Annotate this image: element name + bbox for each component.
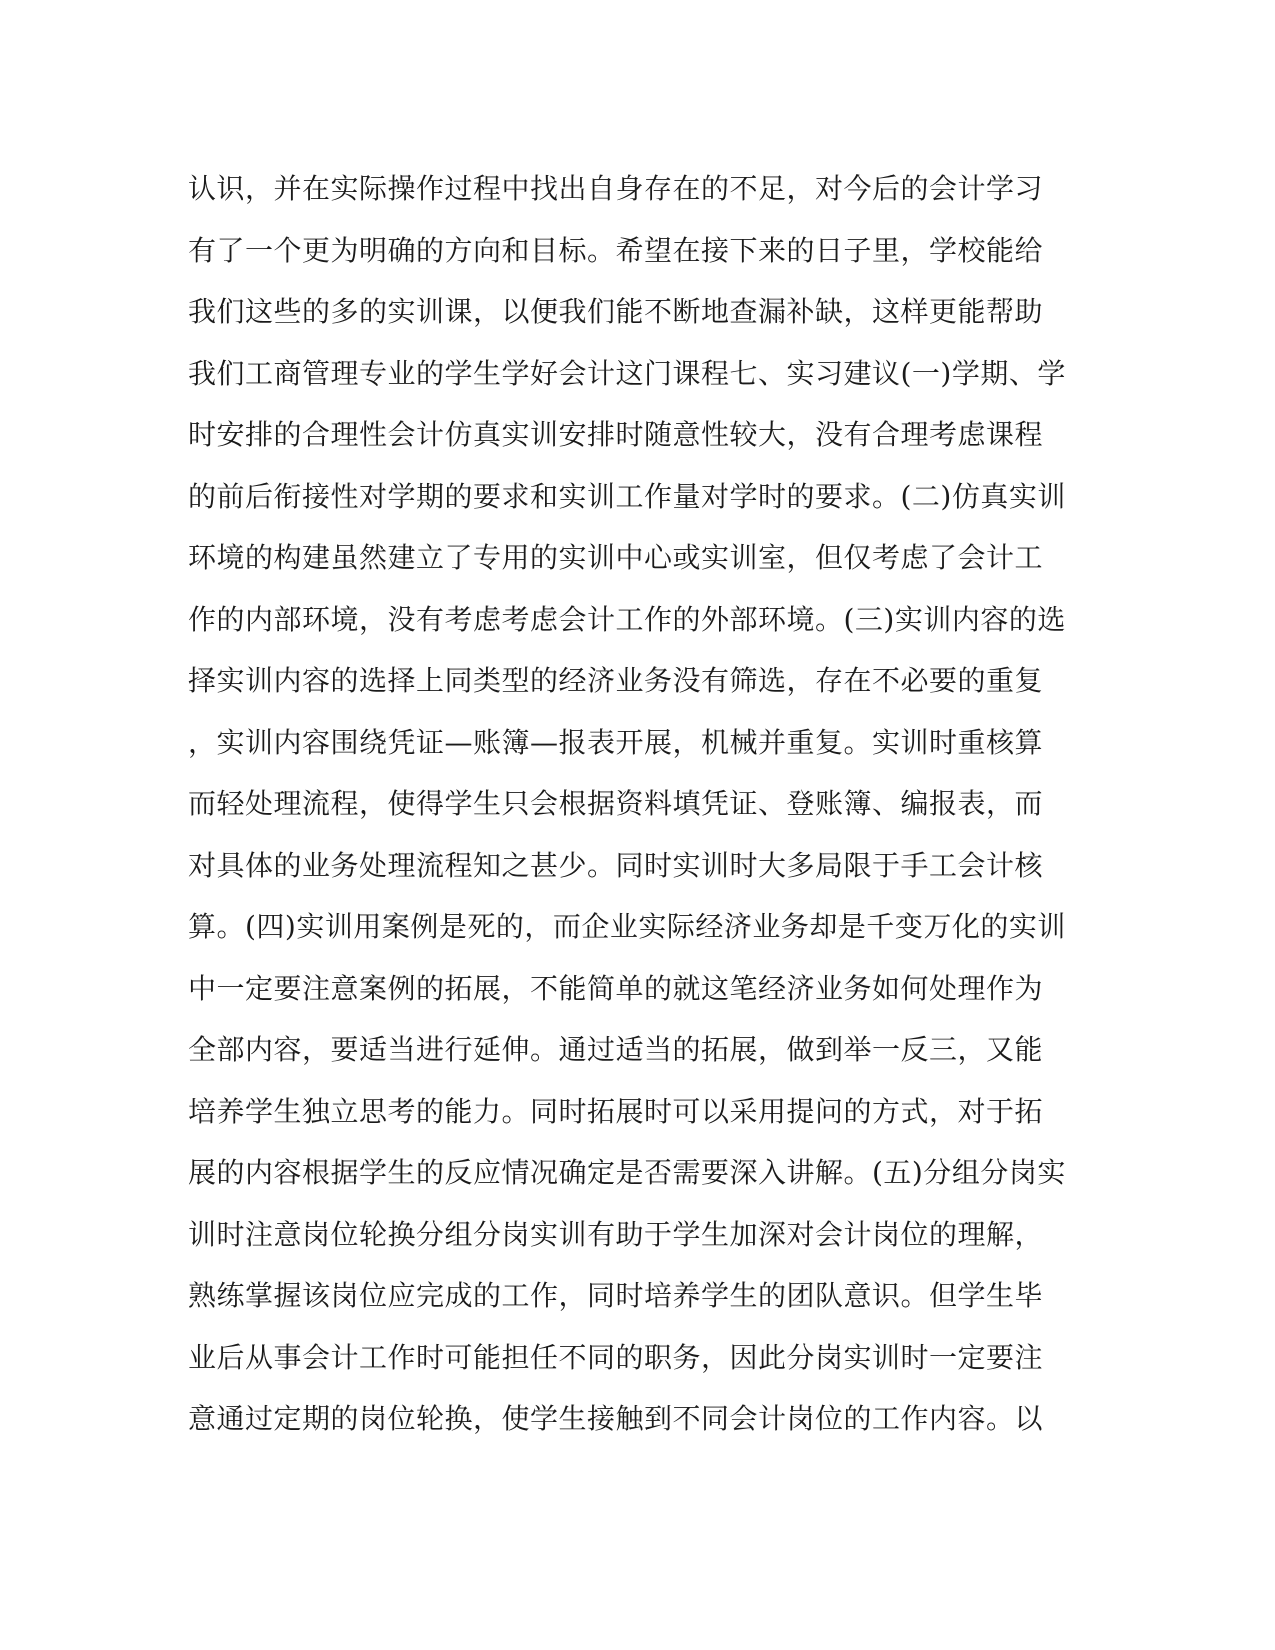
text-line: 算。(四)实训用案例是死的，而企业实际经济业务却是千变万化的实训 (188, 910, 1066, 943)
text-line: 我们这些的多的实训课，以便我们能不断地查漏补缺，这样更能帮助 (188, 295, 1044, 328)
text-line: 对具体的业务处理流程知之甚少。同时实训时大多局限于手工会计核 (188, 848, 1044, 882)
text-line: 培养学生独立思考的能力。同时拓展时可以采用提问的方式，对于拓 (188, 1094, 1044, 1128)
text-line: 环境的构建虽然建立了专用的实训中心或实训室，但仅考虑了会计工 (188, 541, 1044, 574)
text-line: 有了一个更为明确的方向和目标。希望在接下来的日子里，学校能给 (188, 233, 1044, 267)
text-line: 全部内容，要适当进行延伸。通过适当的拓展，做到举一反三，又能 (188, 1033, 1044, 1066)
text-line: 业后从事会计工作时可能担任不同的职务，因此分岗实训时一定要注 (188, 1340, 1044, 1374)
text-line: 中一定要注意案例的拓展，不能简单的就这笔经济业务如何处理作为 (188, 971, 1044, 1005)
body-text (188, 158, 1088, 1450)
text-line: 展的内容根据学生的反应情况确定是否需要深入讲解。(五)分组分岗实 (188, 1156, 1066, 1189)
text-line: 而轻处理流程，使得学生只会根据资料填凭证、登账簿、编报表，而 (188, 787, 1044, 820)
text-line: 训时注意岗位轮换分组分岗实训有助于学生加深对会计岗位的理解， (188, 1217, 1044, 1251)
text-line: 我们工商管理专业的学生学好会计这门课程七、实习建议(一)学期、学 (188, 356, 1066, 390)
text-line: 认识，并在实际操作过程中找出自身存在的不足，对今后的会计学习 (188, 172, 1044, 205)
text-line: ，实训内容围绕凭证—账簿—报表开展，机械并重复。实训时重核算 (188, 725, 1044, 759)
text-line: 意通过定期的岗位轮换，使学生接触到不同会计岗位的工作内容。以 (188, 1402, 1044, 1435)
text-line: 熟练掌握该岗位应完成的工作，同时培养学生的团队意识。但学生毕 (188, 1279, 1044, 1312)
text-line: 的前后衔接性对学期的要求和实训工作量对学时的要求。(二)仿真实训 (188, 479, 1066, 513)
text-line: 择实训内容的选择上同类型的经济业务没有筛选，存在不必要的重复 (188, 664, 1044, 697)
text-line: 作的内部环境，没有考虑考虑会计工作的外部环境。(三)实训内容的选 (188, 602, 1066, 636)
text-line: 时安排的合理性会计仿真实训安排时随意性较大，没有合理考虑课程 (188, 418, 1044, 451)
